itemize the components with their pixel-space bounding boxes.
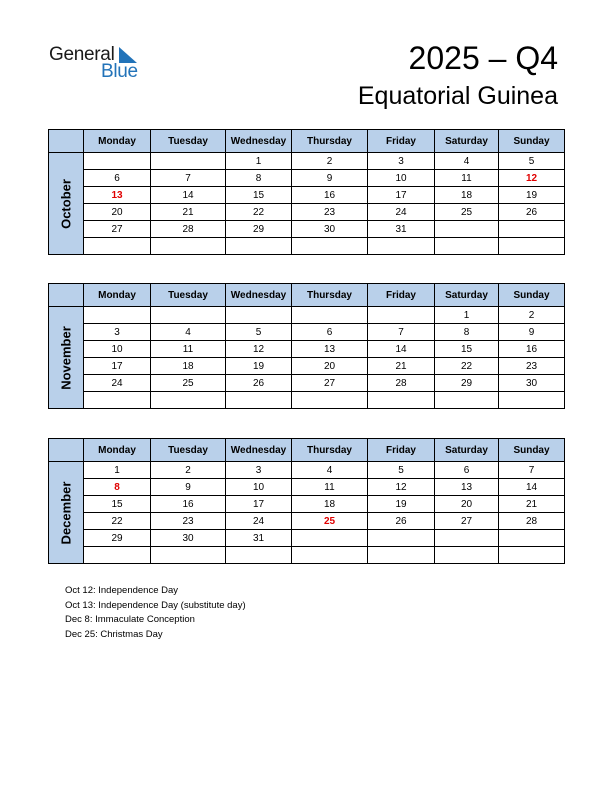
month-label — [49, 307, 84, 409]
day-cell — [499, 392, 565, 409]
weekday-header: Thursday — [292, 130, 368, 153]
day-cell: 28 — [499, 513, 565, 530]
day-cell: 21 — [368, 358, 435, 375]
weekday-header: Sunday — [499, 284, 565, 307]
day-cell: 28 — [368, 375, 435, 392]
day-cell: 22 — [435, 358, 499, 375]
day-cell: 1 — [84, 462, 151, 479]
day-cell: 9 — [292, 170, 368, 187]
day-cell: 30 — [499, 375, 565, 392]
week-row — [49, 341, 565, 358]
day-cell: 9 — [499, 324, 565, 341]
day-cell: 4 — [292, 462, 368, 479]
holiday-note: Dec 25: Christmas Day — [65, 628, 163, 640]
week-row — [49, 170, 565, 187]
day-cell: 13 — [435, 479, 499, 496]
logo-word-blue: Blue — [101, 61, 138, 82]
month-calendar-december — [48, 438, 564, 564]
day-cell: 4 — [435, 153, 499, 170]
month-label-corner — [49, 284, 84, 307]
day-cell: 1 — [226, 153, 292, 170]
day-cell: 31 — [368, 221, 435, 238]
day-cell: 16 — [499, 341, 565, 358]
day-cell: 24 — [368, 204, 435, 221]
day-cell: 6 — [435, 462, 499, 479]
calendar-table — [48, 438, 565, 564]
day-cell: 28 — [151, 221, 226, 238]
day-cell — [292, 238, 368, 255]
week-row — [49, 153, 565, 170]
holiday-notes — [65, 584, 246, 642]
day-cell — [292, 547, 368, 564]
weekday-header: Friday — [368, 130, 435, 153]
day-cell: 5 — [499, 153, 565, 170]
holiday-note: Dec 8: Immaculate Conception — [65, 614, 195, 626]
day-cell — [368, 547, 435, 564]
generalblue-logo — [49, 44, 149, 84]
day-cell: 12 — [226, 341, 292, 358]
weekday-header: Tuesday — [151, 439, 226, 462]
day-cell — [435, 530, 499, 547]
week-row — [49, 204, 565, 221]
day-cell: 23 — [499, 358, 565, 375]
day-cell — [226, 238, 292, 255]
month-label — [49, 153, 84, 255]
day-cell: 26 — [226, 375, 292, 392]
week-row — [49, 479, 565, 496]
weekday-header: Sunday — [499, 130, 565, 153]
month-calendar-october — [48, 129, 564, 255]
weekday-header: Saturday — [435, 439, 499, 462]
weekday-header: Wednesday — [226, 439, 292, 462]
day-cell: 10 — [84, 341, 151, 358]
day-cell: 11 — [151, 341, 226, 358]
month-name: December — [58, 481, 74, 544]
day-cell: 8 — [435, 324, 499, 341]
weekday-header: Thursday — [292, 284, 368, 307]
day-cell: 19 — [226, 358, 292, 375]
day-cell: 19 — [499, 187, 565, 204]
day-cell — [226, 547, 292, 564]
weekday-header: Sunday — [499, 439, 565, 462]
day-cell: 15 — [226, 187, 292, 204]
day-cell: 20 — [435, 496, 499, 513]
day-cell — [151, 307, 226, 324]
day-cell: 30 — [292, 221, 368, 238]
day-cell: 3 — [368, 153, 435, 170]
day-cell: 27 — [84, 221, 151, 238]
week-row — [49, 375, 565, 392]
day-cell: 21 — [151, 204, 226, 221]
day-cell: 29 — [435, 375, 499, 392]
weekday-header: Monday — [84, 284, 151, 307]
day-cell: 3 — [84, 324, 151, 341]
logo-word-general: General — [49, 44, 115, 65]
day-cell — [499, 238, 565, 255]
day-cell: 24 — [84, 375, 151, 392]
weekday-header: Friday — [368, 439, 435, 462]
day-cell: 8 — [226, 170, 292, 187]
day-cell — [151, 238, 226, 255]
day-cell: 14 — [368, 341, 435, 358]
day-cell: 22 — [84, 513, 151, 530]
week-row — [49, 496, 565, 513]
month-label-corner — [49, 439, 84, 462]
week-row — [49, 392, 565, 409]
day-cell: 9 — [151, 479, 226, 496]
day-cell: 13 — [84, 187, 151, 204]
day-cell: 29 — [226, 221, 292, 238]
day-cell: 31 — [226, 530, 292, 547]
day-cell: 16 — [151, 496, 226, 513]
month-name: October — [58, 178, 74, 229]
day-cell — [84, 547, 151, 564]
weekday-header: Tuesday — [151, 284, 226, 307]
day-cell — [292, 530, 368, 547]
day-cell — [226, 392, 292, 409]
day-cell — [151, 392, 226, 409]
day-cell — [435, 547, 499, 564]
day-cell: 26 — [499, 204, 565, 221]
day-cell: 5 — [368, 462, 435, 479]
day-cell: 25 — [292, 513, 368, 530]
day-cell: 5 — [226, 324, 292, 341]
day-cell: 25 — [435, 204, 499, 221]
day-cell: 20 — [84, 204, 151, 221]
weekday-header: Monday — [84, 130, 151, 153]
day-cell — [368, 307, 435, 324]
weekday-header: Wednesday — [226, 130, 292, 153]
month-label — [49, 462, 84, 564]
weekday-header: Friday — [368, 284, 435, 307]
day-cell: 12 — [368, 479, 435, 496]
day-cell — [499, 530, 565, 547]
day-cell: 22 — [226, 204, 292, 221]
weekday-header: Saturday — [435, 130, 499, 153]
day-cell: 7 — [151, 170, 226, 187]
day-cell: 18 — [435, 187, 499, 204]
day-cell: 23 — [292, 204, 368, 221]
page-title: 2025 – Q4 — [408, 40, 558, 76]
day-cell: 12 — [499, 170, 565, 187]
day-cell: 25 — [151, 375, 226, 392]
day-cell — [84, 307, 151, 324]
month-label-corner — [49, 130, 84, 153]
week-row — [49, 307, 565, 324]
day-cell: 16 — [292, 187, 368, 204]
weekday-header: Thursday — [292, 439, 368, 462]
day-cell: 18 — [151, 358, 226, 375]
day-cell — [292, 307, 368, 324]
day-cell: 19 — [368, 496, 435, 513]
day-cell: 1 — [435, 307, 499, 324]
day-cell: 27 — [292, 375, 368, 392]
day-cell: 17 — [368, 187, 435, 204]
day-cell — [435, 238, 499, 255]
week-row — [49, 221, 565, 238]
day-cell — [499, 547, 565, 564]
week-row — [49, 324, 565, 341]
day-cell — [292, 392, 368, 409]
day-cell: 6 — [292, 324, 368, 341]
weekday-header-row — [49, 284, 565, 307]
calendar-table — [48, 129, 565, 255]
week-row — [49, 187, 565, 204]
day-cell: 21 — [499, 496, 565, 513]
weekday-header: Monday — [84, 439, 151, 462]
day-cell — [84, 392, 151, 409]
day-cell: 27 — [435, 513, 499, 530]
month-name: November — [58, 325, 74, 390]
weekday-header-row — [49, 130, 565, 153]
day-cell: 26 — [368, 513, 435, 530]
day-cell: 17 — [84, 358, 151, 375]
day-cell: 20 — [292, 358, 368, 375]
day-cell — [84, 153, 151, 170]
day-cell: 15 — [435, 341, 499, 358]
day-cell: 6 — [84, 170, 151, 187]
day-cell: 17 — [226, 496, 292, 513]
day-cell — [499, 221, 565, 238]
day-cell: 2 — [499, 307, 565, 324]
weekday-header-row — [49, 439, 565, 462]
page-subtitle: Equatorial Guinea — [357, 82, 558, 110]
day-cell: 8 — [84, 479, 151, 496]
day-cell: 18 — [292, 496, 368, 513]
day-cell: 7 — [499, 462, 565, 479]
day-cell — [151, 547, 226, 564]
day-cell: 14 — [151, 187, 226, 204]
day-cell — [368, 238, 435, 255]
day-cell — [368, 392, 435, 409]
day-cell: 2 — [151, 462, 226, 479]
day-cell: 29 — [84, 530, 151, 547]
week-row — [49, 238, 565, 255]
day-cell: 2 — [292, 153, 368, 170]
day-cell — [435, 221, 499, 238]
weekday-header: Wednesday — [226, 284, 292, 307]
day-cell: 30 — [151, 530, 226, 547]
day-cell: 11 — [292, 479, 368, 496]
week-row — [49, 547, 565, 564]
day-cell: 10 — [368, 170, 435, 187]
calendar-table — [48, 283, 565, 409]
holiday-note: Oct 12: Independence Day — [65, 585, 179, 596]
day-cell: 11 — [435, 170, 499, 187]
weekday-header: Tuesday — [151, 130, 226, 153]
day-cell: 15 — [84, 496, 151, 513]
week-row — [49, 513, 565, 530]
day-cell: 7 — [368, 324, 435, 341]
day-cell — [226, 307, 292, 324]
day-cell: 24 — [226, 513, 292, 530]
day-cell: 4 — [151, 324, 226, 341]
holiday-note: Oct 13: Independence Day (substitute day) — [65, 599, 246, 611]
week-row — [49, 358, 565, 375]
day-cell — [435, 392, 499, 409]
day-cell: 3 — [226, 462, 292, 479]
day-cell — [151, 153, 226, 170]
day-cell: 10 — [226, 479, 292, 496]
weekday-header: Saturday — [435, 284, 499, 307]
month-calendar-november — [48, 283, 564, 409]
day-cell: 14 — [499, 479, 565, 496]
day-cell: 13 — [292, 341, 368, 358]
week-row — [49, 530, 565, 547]
day-cell — [84, 238, 151, 255]
week-row — [49, 462, 565, 479]
day-cell — [368, 530, 435, 547]
day-cell: 23 — [151, 513, 226, 530]
